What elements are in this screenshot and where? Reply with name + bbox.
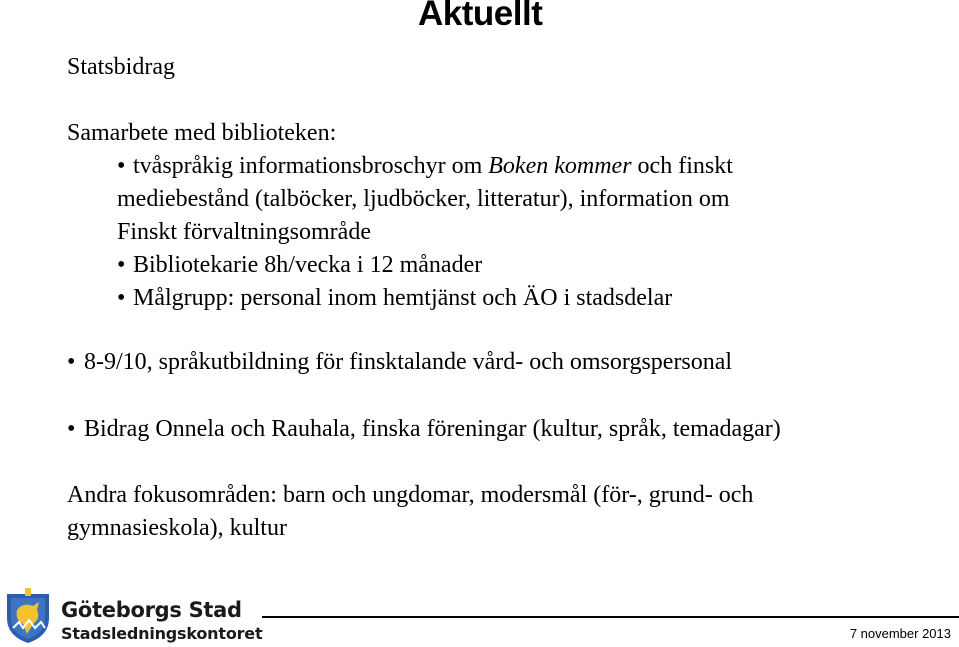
org-unit: Stadsledningskontoret	[61, 624, 263, 643]
org-name: Göteborgs Stad	[61, 598, 242, 622]
slide-date: 7 november 2013	[849, 626, 951, 641]
bullet-text: Bidrag Onnela och Rauhala, finska föreningar (kultur, språk, temadagar)	[84, 416, 781, 442]
slide-title: Aktuellt	[418, 0, 543, 33]
bullet-marker: •	[67, 349, 76, 375]
library-bullet-2	[117, 252, 482, 279]
library-bullet-1	[117, 153, 733, 180]
bullet-text: tvåspråkig informationsbroschyr om	[133, 153, 489, 179]
bullet-marker: •	[117, 252, 126, 278]
bullet-marker: •	[117, 153, 126, 179]
bullet-marker: •	[117, 285, 126, 311]
main-bullet-2	[67, 416, 781, 443]
goteborg-coat-of-arms-icon	[3, 588, 53, 644]
library-bullet-1-line-3: Finskt förvaltningsområde	[117, 219, 371, 245]
closing-line-2: gymnasieskola), kultur	[67, 515, 287, 541]
bullet-text: Målgrupp: personal inom hemtjänst och ÄO i stadsdelar	[133, 285, 673, 311]
bullet-text-emphasis: Boken kommer	[488, 153, 632, 179]
intro-heading: Samarbete med biblioteken:	[67, 120, 337, 146]
closing-line-1: Andra fokusområden: barn och ungdomar, modersmål (för-, grund- och	[67, 482, 754, 508]
library-bullet-3	[117, 285, 672, 312]
bullet-marker: •	[67, 416, 76, 442]
main-bullet-1	[67, 349, 732, 376]
bullet-text: Bibliotekarie 8h/vecka i 12 månader	[133, 252, 483, 278]
footer-divider	[262, 616, 959, 618]
library-bullet-1-line-2: mediebestånd (talböcker, ljudböcker, litteratur), information om	[117, 186, 730, 212]
bullet-text: och finskt	[631, 153, 733, 179]
subtitle: Statsbidrag	[67, 54, 175, 80]
bullet-text: 8-9/10, språkutbildning för finsktalande vård- och omsorgspersonal	[84, 349, 733, 375]
